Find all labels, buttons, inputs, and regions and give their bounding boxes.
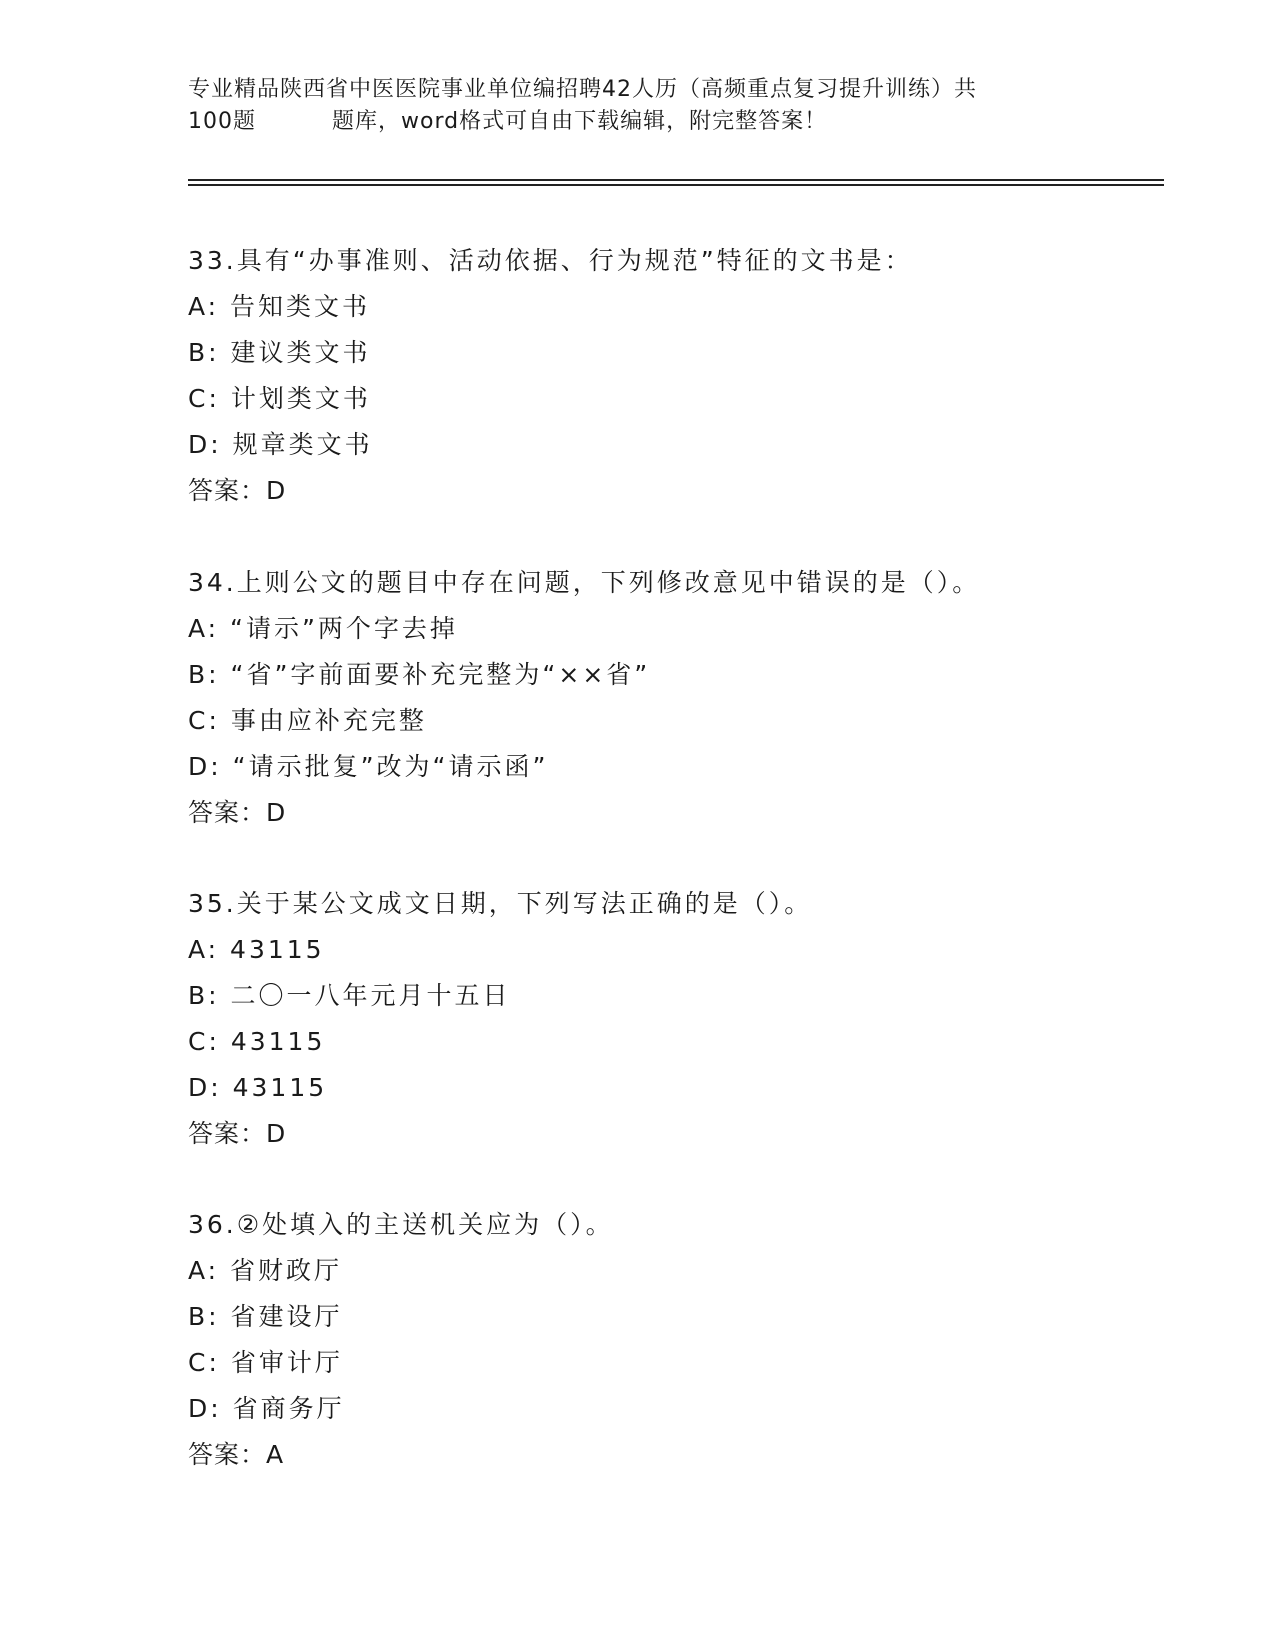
header-title-line2 xyxy=(188,106,1068,138)
option-a: A: 告知类文书 xyxy=(188,292,371,321)
header-divider-bottom xyxy=(188,184,1164,186)
option-a: A: 省财政厅 xyxy=(188,1256,343,1285)
header-question-count: 100题 xyxy=(188,109,256,134)
question-stem: 34.上则公文的题目中存在问题，下列修改意见中错误的是（）。 xyxy=(188,568,981,597)
option-a: A: 43115 xyxy=(188,935,325,964)
option-d: D: “请示批复”改为“请示函” xyxy=(188,752,549,781)
question-34 xyxy=(188,560,1148,836)
option-c: C: 计划类文书 xyxy=(188,384,371,413)
document-header xyxy=(188,74,1068,138)
question-stem: 33.具有“办事准则、活动依据、行为规范”特征的文书是： xyxy=(188,246,913,275)
question-stem: 35.关于某公文成文日期，下列写法正确的是（）。 xyxy=(188,889,813,918)
option-a: A: “请示”两个字去掉 xyxy=(188,614,458,643)
answer-line: 答案：D xyxy=(188,1119,287,1148)
option-c: C: 省审计厅 xyxy=(188,1348,343,1377)
answer-line: 答案：D xyxy=(188,476,287,505)
option-d: D: 规章类文书 xyxy=(188,430,373,459)
option-b: B: 省建设厅 xyxy=(188,1302,343,1331)
option-d: D: 43115 xyxy=(188,1073,328,1102)
header-divider-top xyxy=(188,179,1164,181)
option-b: B: “省”字前面要补充完整为“××省” xyxy=(188,660,651,689)
option-b: B: 二〇一八年元月十五日 xyxy=(188,981,511,1010)
option-b: B: 建议类文书 xyxy=(188,338,371,367)
question-36 xyxy=(188,1202,1148,1478)
question-35 xyxy=(188,881,1148,1157)
header-title-line1: 专业精品陕西省中医医院事业单位编招聘42人历（高频重点复习提升训练）共 xyxy=(188,77,977,102)
header-description: 题库，word格式可自由下载编辑，附完整答案！ xyxy=(332,109,828,134)
option-c: C: 事由应补充完整 xyxy=(188,706,427,735)
question-33 xyxy=(188,238,1148,514)
option-c: C: 43115 xyxy=(188,1027,326,1056)
question-stem: 36.②处填入的主送机关应为（）。 xyxy=(188,1210,614,1239)
option-d: D: 省商务厅 xyxy=(188,1394,345,1423)
answer-line: 答案：A xyxy=(188,1440,285,1469)
answer-line: 答案：D xyxy=(188,798,287,827)
